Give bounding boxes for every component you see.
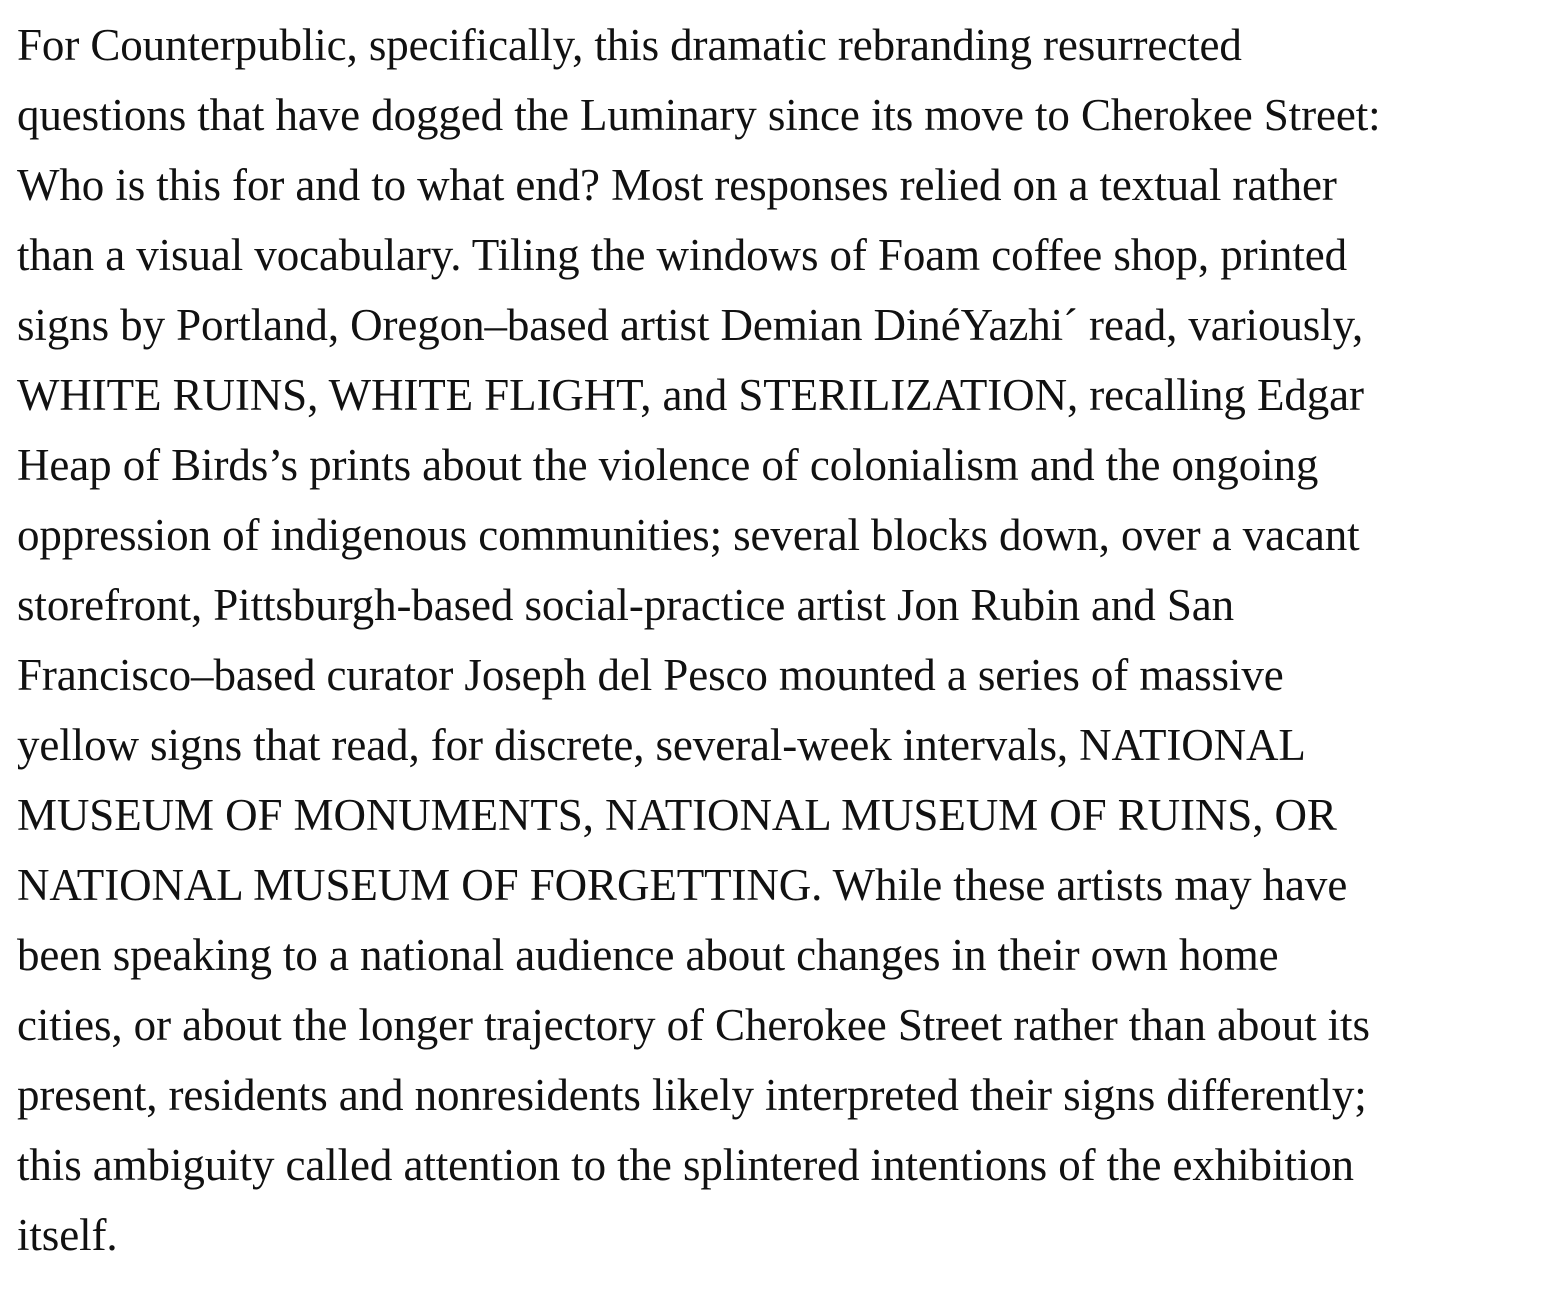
article-paragraph bbox=[17, 10, 1547, 1270]
paragraph-line: signs by Portland, Oregon–based artist Demian DinéYazhi´ read, variously, bbox=[17, 300, 1364, 350]
paragraph-line: NATIONAL MUSEUM OF FORGETTING. While these artists may have bbox=[17, 860, 1348, 910]
paragraph-line: this ambiguity called attention to the splintered intentions of the exhibition bbox=[17, 1140, 1354, 1190]
paragraph-line: Who is this for and to what end? Most responses relied on a textual rather bbox=[17, 160, 1337, 210]
paragraph-line: than a visual vocabulary. Tiling the windows of Foam coffee shop, printed bbox=[17, 230, 1348, 280]
paragraph-line: oppression of indigenous communities; several blocks down, over a vacant bbox=[17, 510, 1360, 560]
paragraph-line: questions that have dogged the Luminary since its move to Cherokee Street: bbox=[17, 90, 1381, 140]
paragraph-line: present, residents and nonresidents likely interpreted their signs differently; bbox=[17, 1070, 1367, 1120]
paragraph-line: storefront, Pittsburgh-based social-practice artist Jon Rubin and San bbox=[17, 580, 1235, 630]
paragraph-line: For Counterpublic, specifically, this dramatic rebranding resurrected bbox=[17, 20, 1242, 70]
paragraph-line: been speaking to a national audience about changes in their own home bbox=[17, 930, 1279, 980]
article-body bbox=[17, 10, 1547, 1270]
paragraph-line: itself. bbox=[17, 1210, 118, 1260]
paragraph-line: cities, or about the longer trajectory of Cherokee Street rather than about its bbox=[17, 1000, 1370, 1050]
paragraph-line: Francisco–based curator Joseph del Pesco mounted a series of massive bbox=[17, 650, 1284, 700]
paragraph-line: MUSEUM OF MONUMENTS, NATIONAL MUSEUM OF RUINS, OR bbox=[17, 790, 1337, 840]
paragraph-line: Heap of Birds’s prints about the violence of colonialism and the ongoing bbox=[17, 440, 1319, 490]
paragraph-line: yellow signs that read, for discrete, several-week intervals, NATIONAL bbox=[17, 720, 1306, 770]
paragraph-line: WHITE RUINS, WHITE FLIGHT, and STERILIZATION, recalling Edgar bbox=[17, 370, 1364, 420]
